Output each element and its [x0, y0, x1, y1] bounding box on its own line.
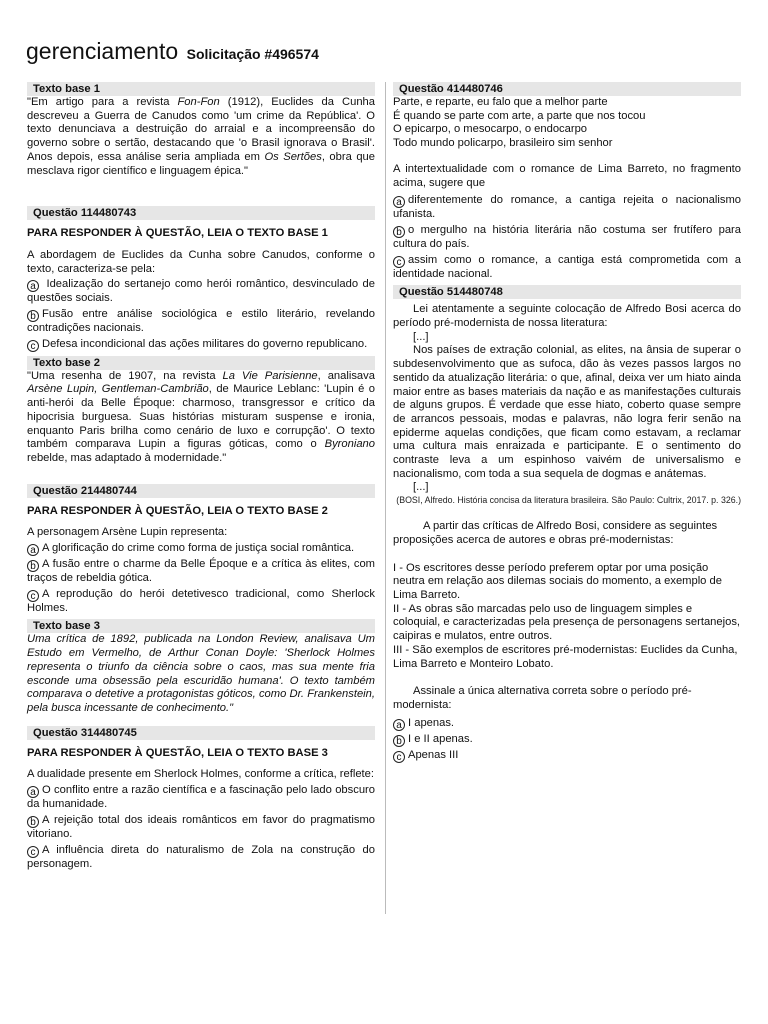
bosi-quote: Nos países de extração colonial, as elites, na ânsia de superar o subdesenvolvimento que as sufoca, dão às vezes passos largos no sentido da atualização literária: o que, afinal, deixa ver um hiato ainda maior entre as bases materiais da nação e as manifestações culturais de alguns grupos. É verdade que esse hiato, coberto quase sempre de arrancos pessoais, modas e palavras, não logra ferir senão na epiderme aquelas condições, que ficam como estavam, a reclamar uma cultura mais enraizada e participante. E o sentimento do contraste leva a um espinhoso vaivém de universalismo e nacionalismo, com toda a sua sequela de dogmas e anátemas. [393, 344, 741, 480]
option-c-marker: c [27, 340, 39, 352]
option-c-marker: c [27, 590, 39, 602]
page-header [26, 38, 319, 65]
option-c-marker: c [393, 256, 405, 268]
verse-line: Parte, e reparte, eu falo que a melhor parte [393, 96, 608, 108]
texto-base-1-body: "Em artigo para a revista Fon-Fon (1912), Euclides da Cunha descreveu a Guerra de Canudos como 'um crime da República'. O texto denunciava a destruição do arraial e a incompreensão do governo sobre o sertão, destacando que 'o Brasil ignorava o Brasil'. Anos depois, essa análise seria ampliada em Os Sertões, obra que mesclava rigor científico e linguagem épica." [27, 96, 376, 177]
questao-4-option-c[interactable]: c assim como o romance, a cantiga está comprometida com a identidade nacional. [393, 253, 741, 280]
request-number: Solicitação #496574 [186, 46, 319, 62]
questao-3-header: Questão 314480745 [27, 726, 375, 740]
questao-3-option-a[interactable]: a O conflito entre a razão científica e a fascinação pelo lado obscuro da humanidade. [27, 784, 375, 811]
questao-5-option-b[interactable]: b I e II apenas. [393, 733, 741, 747]
option-c-marker: c [27, 846, 39, 858]
texto-base-2-body: "Uma resenha de 1907, na revista La Vie Parisienne, analisava Arsène Lupin, Gentleman-Cambrião, de Maurice Leblanc: 'Lupin é o anti-herói da Belle Époque: charmoso, transgressor e crítico da hipocrisia burguesa. Suas histórias misturam suspense e ironia, enquanto Paris brilha como cenário de luxo e corrupção'. O texto também comparava Lupin a figuras góticas, como o Byroniano rebelde, mas adaptado à modernidade." [27, 369, 375, 464]
option-b-marker: b [27, 816, 39, 828]
questao-5-prompt: A partir das críticas de Alfredo Bosi, considere as seguintes proposições acerca de autores e obras pré-modernistas: [393, 520, 718, 546]
questao-2-option-a[interactable]: a A glorificação do crime como forma de justiça social romântica. [27, 542, 375, 556]
questao-4-option-b[interactable]: b o mergulho na história literária não costuma ser frutífero para cultura do país. [393, 223, 741, 250]
questao-5-option-a[interactable]: a I apenas. [393, 717, 741, 731]
option-a-marker: a [27, 544, 39, 556]
option-a-marker: a [393, 196, 405, 208]
left-column [27, 82, 375, 871]
right-column [393, 82, 741, 763]
proposition-iii: III - São exemplos de escritores pré-modernistas: Euclides da Cunha, Lima Barreto e Monteiro Lobato. [393, 643, 738, 670]
questao-4-stem: A intertextualidade com o romance de Lima Barreto, no fragmento acima, sugere que [393, 162, 741, 189]
questao-1-option-a[interactable]: a Idealização do sertanejo como herói romântico, desvinculado de questões sociais. [27, 278, 375, 305]
questao-3-instruction: PARA RESPONDER À QUESTÃO, LEIA O TEXTO BASE 3 [27, 746, 328, 759]
questao-4-option-a[interactable]: a diferentemente do romance, a cantiga rejeita o nacionalismo ufanista. [393, 194, 741, 221]
questao-1-option-c[interactable]: c Defesa incondicional das ações militares do governo republicano. [27, 338, 375, 352]
verse-line: É quando se parte com arte, a parte que nos tocou [393, 109, 646, 122]
verse-line: Todo mundo policarpo, brasileiro sim senhor [393, 137, 613, 150]
questao-5-header: Questão 514480748 [393, 285, 741, 299]
questao-4-verses [393, 96, 741, 151]
verse-line: O epicarpo, o mesocarpo, o endocarpo [393, 123, 588, 136]
texto-base-1-header: Texto base 1 [27, 82, 375, 96]
option-b-marker: b [27, 310, 39, 322]
questao-2-header: Questão 214480744 [27, 484, 375, 498]
ellipsis: [...] [413, 481, 429, 494]
questao-2-instruction: PARA RESPONDER À QUESTÃO, LEIA O TEXTO BASE 2 [27, 504, 328, 517]
quote-source: (BOSI, Alfredo. História concisa da literatura brasileira. São Paulo: Cultrix, 2017. p. 326.) [396, 495, 741, 506]
questao-5-option-c[interactable]: c Apenas III [393, 749, 741, 763]
option-a-marker: a [27, 280, 39, 292]
option-b-marker: b [393, 226, 405, 238]
option-a-marker: a [393, 719, 405, 731]
questao-3-option-c[interactable]: c A influência direta do naturalismo de Zola na construção do personagem. [27, 843, 375, 870]
questao-1-instruction: PARA RESPONDER À QUESTÃO, LEIA O TEXTO BASE 1 [27, 227, 328, 240]
texto-base-3-body: Uma crítica de 1892, publicada na London Review, analisava Um Estudo em Vermelho, de Arthur Conan Doyle: 'Sherlock Holmes representa o triunfo da ciência sobre o caos, mas sua mente fria esconde uma obsessão pela escuridão humana'. O texto também comparava o detetive a protagonistas góticos, como Dr. Frankenstein, pela busca incessante de conhecimento." [27, 633, 375, 714]
option-b-marker: b [27, 560, 39, 572]
questao-3-stem: A dualidade presente em Sherlock Holmes, conforme a crítica, reflete: [27, 768, 374, 781]
questao-2-stem: A personagem Arsène Lupin representa: [27, 526, 228, 539]
questao-5-intro: Lei atentamente a seguinte colocação de Alfredo Bosi acerca do período pré-modernista de nossa literatura: [393, 303, 741, 330]
option-b-marker: b [393, 735, 405, 747]
questao-2-option-b[interactable]: b A fusão entre o charme da Belle Époque e a crítica às elites, com traços de rebeldia gótica. [27, 558, 375, 585]
proposition-ii: II - As obras são marcadas pelo uso de linguagem simples e coloquial, e caracterizadas pela presença de personagens sertanejos, caipiras e mulatos, entre outros. [393, 602, 741, 643]
questao-3-option-b[interactable]: b A rejeição total dos ideais românticos em favor do pragmatismo vitoriano. [27, 813, 375, 840]
questao-5-ask: Assinale a única alternativa correta sobre o período pré-modernista: [393, 685, 692, 711]
questao-1-stem: A abordagem de Euclides da Cunha sobre Canudos, conforme o texto, caracteriza-se pela: [27, 248, 375, 275]
option-c-marker: c [393, 751, 405, 763]
questao-2-option-c[interactable]: c A reprodução do herói detetivesco tradicional, como Sherlock Holmes. [27, 587, 375, 614]
texto-base-2-header: Texto base 2 [27, 356, 375, 370]
column-divider [385, 82, 386, 914]
ellipsis: [...] [413, 330, 429, 343]
page-title: gerenciamento [26, 38, 179, 64]
questao-1-header: Questão 114480743 [27, 206, 375, 220]
questao-1-option-b[interactable]: b Fusão entre análise sociológica e estilo literário, revelando contradições nacionais. [27, 308, 375, 335]
texto-base-3-header: Texto base 3 [27, 619, 375, 633]
questao-4-header: Questão 414480746 [393, 82, 741, 96]
option-a-marker: a [27, 786, 39, 798]
proposition-i: I - Os escritores desse período preferem optar por uma posição neutra em relação aos dilemas sociais do momento, a exemplo de Lima Barreto. [393, 561, 722, 601]
